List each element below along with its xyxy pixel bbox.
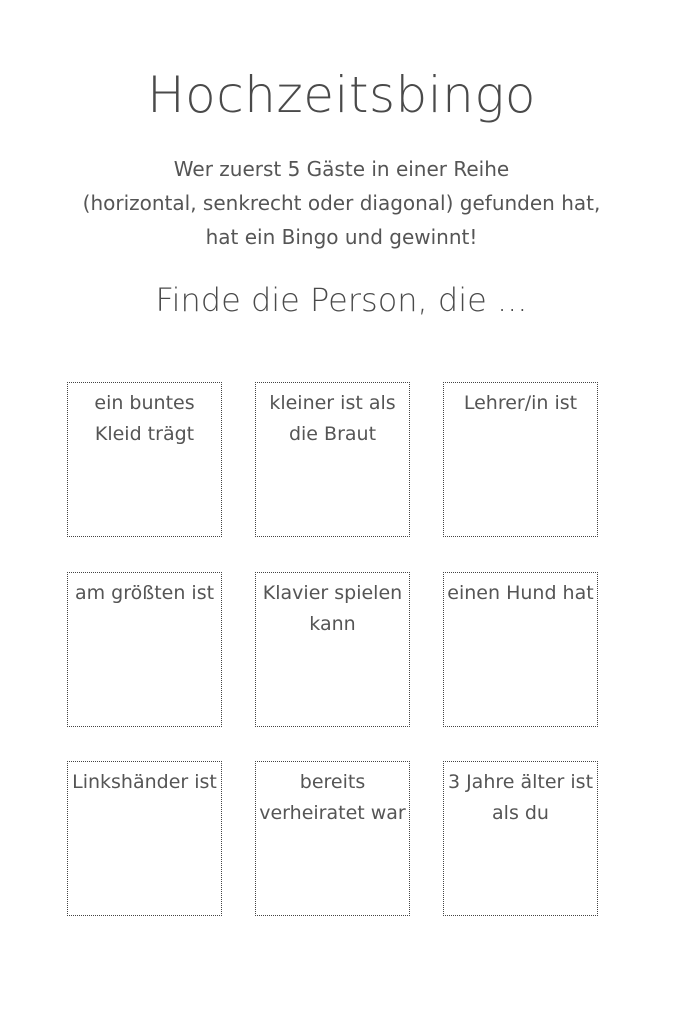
bingo-cell[interactable] — [67, 382, 222, 537]
bingo-cell[interactable] — [443, 761, 598, 916]
bingo-cell-text: Lehrer/in ist — [463, 392, 578, 414]
bingo-cell-text: die Braut — [288, 423, 377, 445]
bingo-cell-text: Kleid trägt — [94, 423, 195, 445]
bingo-cell[interactable] — [443, 572, 598, 727]
instructions-line-1: Wer zuerst 5 Gäste in einer Reihe — [173, 157, 510, 181]
bingo-cell[interactable] — [255, 382, 410, 537]
instructions — [0, 152, 683, 254]
bingo-cell-text: kann — [309, 613, 356, 635]
bingo-cell-text: am größten ist — [74, 582, 215, 604]
bingo-cell-text: verheiratet war — [259, 802, 406, 824]
bingo-cell-text: bereits — [299, 771, 366, 793]
page-title: Hochzeitsbingo — [147, 66, 536, 124]
bingo-cell-text: Klavier spielen — [262, 582, 403, 604]
bingo-cell-text: als du — [492, 802, 549, 824]
bingo-cell-text: 3 Jahre älter ist — [447, 771, 594, 793]
bingo-cell-text: einen Hund hat — [447, 582, 594, 604]
bingo-cell[interactable] — [67, 761, 222, 916]
bingo-cell-text: ein buntes — [94, 392, 195, 414]
bingo-cell-text: Linkshänder ist — [72, 771, 217, 793]
bingo-cell[interactable] — [443, 382, 598, 537]
instructions-line-2: (horizontal, senkrecht oder diagonal) gefunden hat, — [82, 191, 601, 215]
bingo-cell-text: kleiner ist als — [269, 392, 396, 414]
bingo-cell[interactable] — [255, 572, 410, 727]
section-heading: Finde die Person, die ... — [155, 281, 528, 319]
instructions-line-3: hat ein Bingo und gewinnt! — [205, 225, 478, 249]
bingo-cell[interactable] — [255, 761, 410, 916]
bingo-cell[interactable] — [67, 572, 222, 727]
